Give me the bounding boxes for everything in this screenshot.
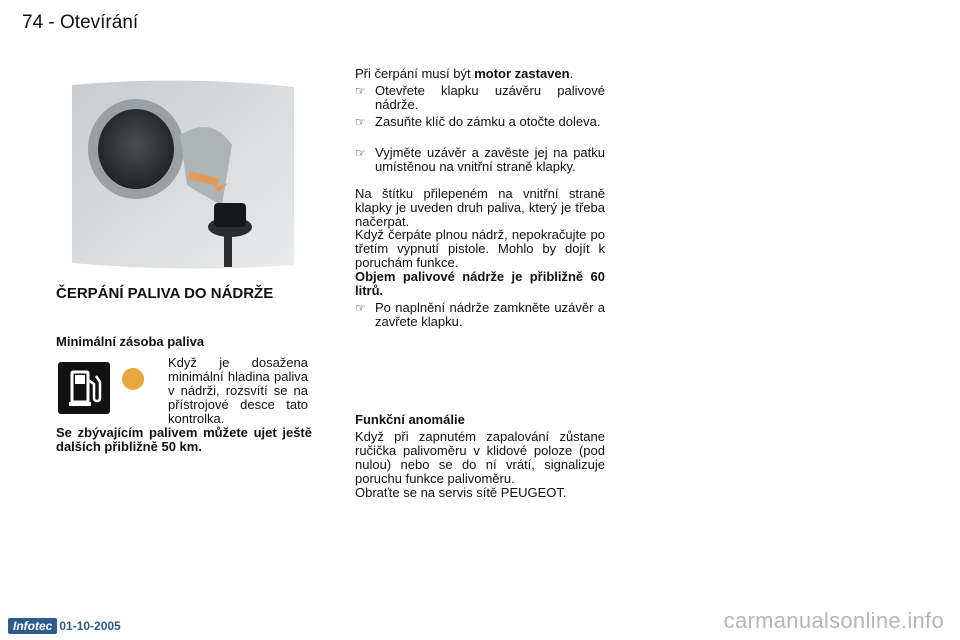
tank-capacity: Objem palivové nádrže je přibližně 60 litrů. bbox=[355, 269, 605, 298]
step-3: ☞ Vyjměte uzávěr a zavěste jej na patku umístěnou na vnitřní straně klapky. bbox=[355, 145, 605, 174]
pointing-hand-icon: ☞ bbox=[355, 115, 366, 129]
page-number: 74 bbox=[22, 12, 44, 33]
section-heading: ČERPÁNÍ PALIVA DO NÁDRŽE bbox=[56, 285, 274, 302]
pointing-hand-icon: ☞ bbox=[355, 301, 366, 315]
footer bbox=[8, 617, 121, 635]
refuel-intro: Při čerpání musí být motor zastaven. bbox=[355, 66, 574, 81]
infotec-badge: Infotec bbox=[8, 618, 57, 634]
anomaly-heading: Funkční anomálie bbox=[355, 412, 465, 427]
fuel-pump-icon bbox=[58, 362, 110, 414]
anomaly-paragraph: Když při zapnutém zapalování zůstane ručička palivoměru v klidové poloze (pod nulou) nebo se do ní vrátí, signalizuje poruchu funkce palivoměru. bbox=[355, 429, 605, 486]
subheading-min-fuel: Minimální zásoba paliva bbox=[56, 334, 205, 349]
pointing-hand-icon: ☞ bbox=[355, 146, 366, 160]
step-1: ☞ Otevřete klapku uzávěru palivové nádrže. bbox=[355, 83, 605, 112]
header-separator: - bbox=[48, 12, 55, 33]
page-header bbox=[22, 12, 138, 34]
step-final: ☞ Po naplnění nádrže zamkněte uzávěr a zavřete klapku. bbox=[355, 300, 605, 329]
fuel-type-label-paragraph: Na štítku přilepeném na vnitřní straně klapky je uveden druh paliva, který je třeba načerpat. bbox=[355, 186, 605, 229]
low-fuel-paragraph: Když je dosažena minimální hladina paliva v nádrži, rozsvítí se na přístrojové desce tato kontrolka. bbox=[168, 355, 308, 426]
warning-lamp-icon bbox=[122, 368, 144, 390]
engine-stopped-emphasis: motor zastaven bbox=[474, 66, 570, 81]
section-title: Otevírání bbox=[60, 12, 139, 33]
fuel-cap-photo bbox=[62, 75, 302, 273]
full-tank-paragraph: Když čerpáte plnou nádrž, nepokračujte po třetím vypnutí pistole. Mohlo by dojít k poruchám funkce. bbox=[355, 227, 605, 270]
service-paragraph: Obraťte se na servis sítě PEUGEOT. bbox=[355, 485, 567, 500]
edition-date: 01-10-2005 bbox=[59, 619, 121, 633]
step-2: ☞ Zasuňte klíč do zámku a otočte doleva. bbox=[355, 114, 601, 129]
watermark: carmanualsonline.info bbox=[723, 608, 944, 633]
pointing-hand-icon: ☞ bbox=[355, 84, 366, 98]
remaining-range-warning: Se zbývajícím palivem můžete ujet ještě dalších přibližně 50 km. bbox=[56, 425, 312, 454]
